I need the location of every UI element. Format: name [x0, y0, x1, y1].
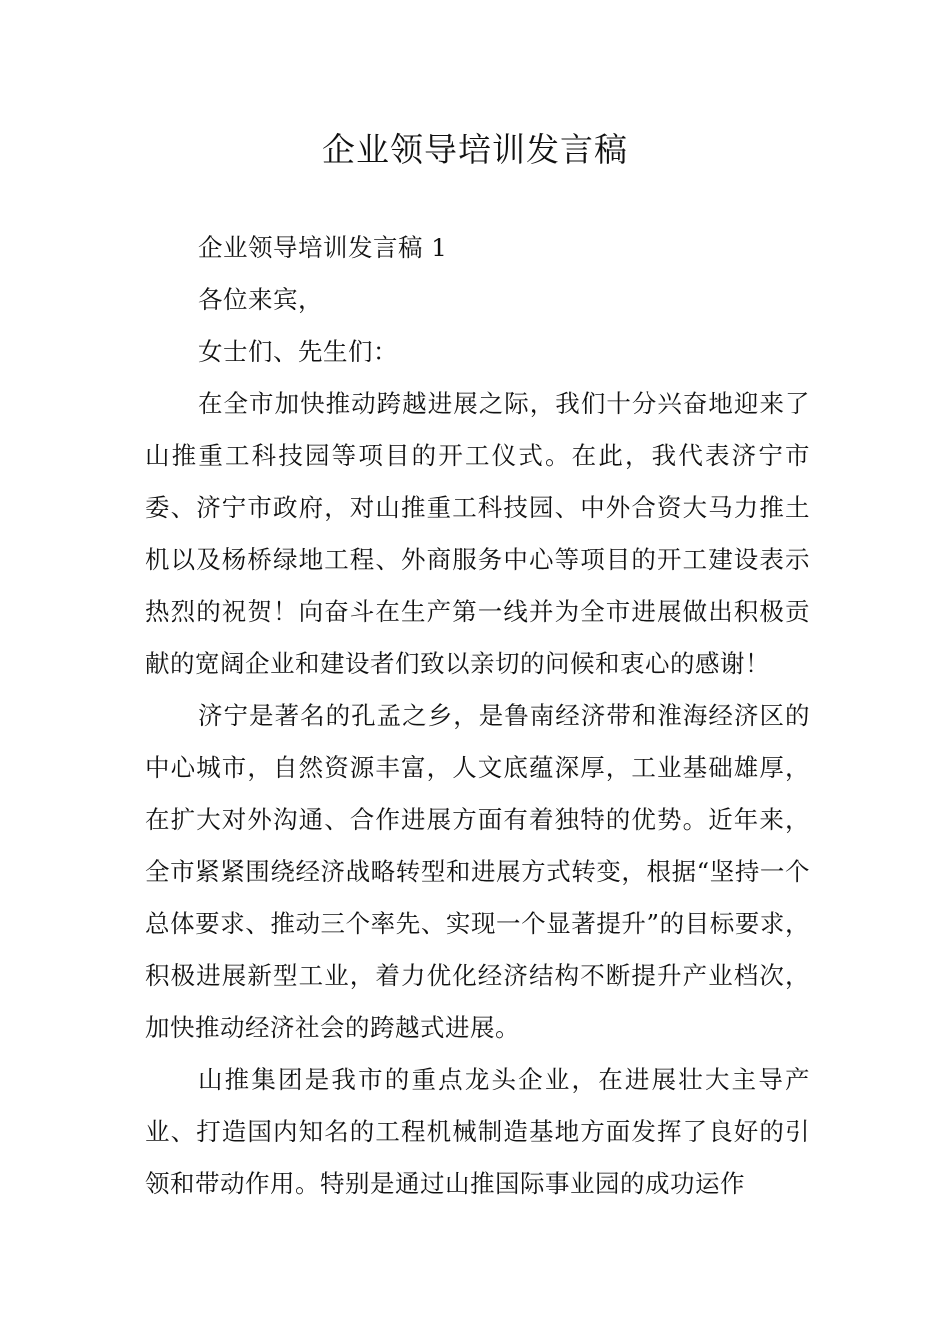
paragraph-salutation-guests: 各位来宾，	[198, 285, 323, 314]
paragraph-body: 山推集团是我市的重点龙头企业，在进展壮大主导产业、打造国内知名的工程机械制造基地方面发挥了良好的引领和带动作用。特别是通过山推国际事业园的成功运作	[145, 1065, 810, 1198]
paragraph-subtitle: 企业领导培训发言稿 1	[198, 233, 448, 262]
paragraph-body: 在全市加快推动跨越进展之际，我们十分兴奋地迎来了山推重工科技园等项目的开工仪式。在此，我代表济宁市委、济宁市政府，对山推重工科技园、中外合资大马力推土机以及杨桥绿地工程、外商服务中心等项目的开工建设表示热烈的祝贺！向奋斗在生产第一线并为全市进展做出积极贡献的宽阔企业和建设者们致以亲切的问候和衷心的感谢！	[145, 389, 810, 678]
document-body	[145, 222, 810, 1210]
paragraph-salutation-audience: 女士们、先生们：	[198, 337, 398, 366]
document-title: 企业领导培训发言稿	[322, 130, 628, 169]
paragraph-body: 济宁是著名的孔孟之乡，是鲁南经济带和淮海经济区的中心城市，自然资源丰富，人文底蕴深厚，工业基础雄厚，在扩大对外沟通、合作进展方面有着独特的优势。近年来，全市紧紧围绕经济战略转型和进展方式转变，根据“坚持一个总体要求、推动三个率先、实现一个显著提升”的目标要求，积极进展新型工业，着力优化经济结构不断提升产业档次，加快推动经济社会的跨越式进展。	[145, 701, 810, 1042]
